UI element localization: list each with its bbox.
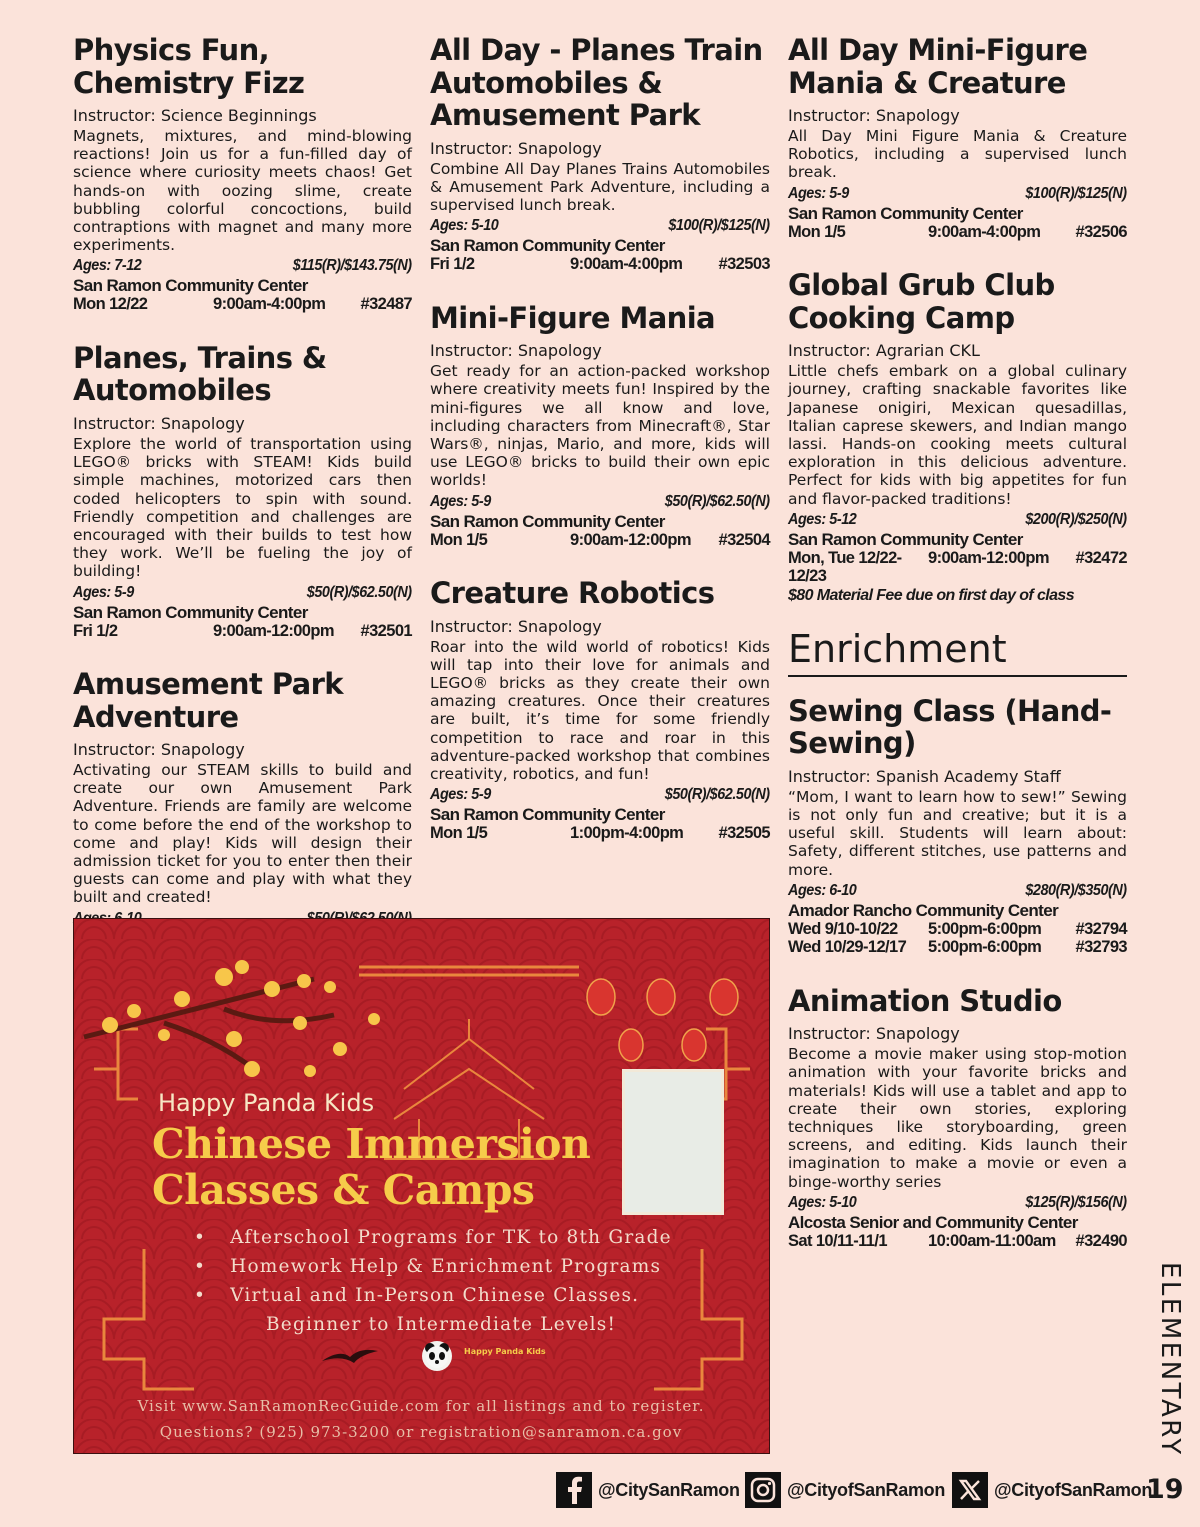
course-instructor: Instructor: Agrarian CKL (788, 341, 980, 361)
session-day: Fri 1/2 (73, 621, 118, 640)
course-instructor: Instructor: Snapology (430, 616, 602, 636)
course-ages-price (788, 1193, 1127, 1213)
course-location: San Ramon Community Center (73, 602, 308, 622)
course-instructor: Instructor: Snapology (788, 1024, 960, 1044)
course-instructor: Instructor: Science Beginnings (73, 106, 317, 125)
facebook-link[interactable] (556, 1472, 740, 1508)
ad-footer (96, 1393, 746, 1445)
course-price: $50(R)/$62.50(N) (664, 786, 770, 804)
advertisement-happy-panda-kids[interactable] (73, 918, 770, 1454)
kids-photo (622, 1069, 724, 1215)
course-session (430, 824, 770, 843)
course-listing (788, 269, 1127, 605)
course-instructor: Instructor: Spanish Academy Staff (788, 766, 1061, 786)
panda-logo-icon (422, 1341, 452, 1371)
ad-footer-contact[interactable]: Questions? (925) 973-3200 or registration@sanramon.ca.gov (159, 1423, 683, 1441)
course-ages-price (73, 256, 412, 276)
course-ages: Ages: 5-10 (788, 1193, 857, 1211)
session-day: Wed 9/10-10/22 (788, 919, 898, 938)
course-ages-price (430, 785, 770, 805)
course-session (430, 531, 770, 550)
course-location: San Ramon Community Center (430, 236, 665, 256)
session-code[interactable]: #32487 (360, 295, 412, 314)
ad-headline-line-2: Classes & Camps (152, 1166, 535, 1214)
session-day: Mon 1/5 (430, 824, 488, 843)
session-day: Mon 1/5 (788, 222, 846, 241)
course-listing (430, 302, 770, 549)
course-ages: Ages: 5-9 (430, 786, 491, 804)
ad-bullet: • Afterschool Programs for TK to 8th Grade (194, 1223, 672, 1252)
session-time: 5:00pm-6:00pm (928, 919, 1042, 938)
course-ages-price (788, 510, 1127, 530)
course-title: All Day Mini-Figure Mania & Creature (788, 33, 1088, 100)
course-description: All Day Mini Figure Mania & Creature Robotics, including a supervised lunch break. (788, 127, 1127, 182)
course-price: $280(R)/$350(N) (1025, 881, 1127, 899)
session-code[interactable]: #32501 (360, 621, 412, 640)
course-listing (788, 34, 1127, 241)
course-ages-price (430, 492, 770, 512)
course-listing (788, 695, 1127, 957)
session-code[interactable]: #32472 (1075, 548, 1127, 567)
ad-bullet: • Homework Help & Enrichment Programs (194, 1252, 672, 1281)
course-ages-price (73, 583, 412, 603)
instagram-handle: @CityofSanRamon (787, 1479, 946, 1500)
course-title: All Day - Planes Train Automobiles & Amusement Park (430, 33, 763, 132)
course-listing (788, 985, 1127, 1251)
course-session (788, 1232, 1127, 1251)
session-day: Fri 1/2 (430, 255, 475, 274)
x-handle: @CityofSanRamon (994, 1479, 1153, 1500)
course-title: Planes, Trains & Automobiles (73, 340, 327, 408)
course-location: Amador Rancho Community Center (788, 900, 1059, 920)
course-session (73, 295, 412, 314)
ad-headline (152, 1121, 632, 1213)
course-ages: Ages: 5-10 (430, 217, 499, 235)
session-time: 1:00pm-4:00pm (570, 824, 684, 843)
x-link[interactable] (952, 1472, 1152, 1508)
course-listing (430, 577, 770, 843)
course-ages: Ages: 5-9 (788, 184, 849, 202)
course-instructor: Instructor: Snapology (73, 740, 245, 760)
course-price: $115(R)/$143.75(N) (292, 257, 412, 275)
session-time: 9:00am-4:00pm (213, 295, 326, 314)
course-price: $125(R)/$156(N) (1025, 1193, 1127, 1211)
session-time: 9:00am-12:00pm (213, 621, 334, 640)
course-session (73, 622, 412, 641)
facebook-icon (556, 1472, 592, 1508)
course-ages-price (788, 184, 1127, 204)
course-ages: Ages: 5-9 (73, 583, 134, 601)
ad-bullet: • Virtual and In-Person Chinese Classes. (194, 1281, 672, 1310)
page-number: 19 (1146, 1474, 1184, 1505)
session-time: 10:00am-11:00am (928, 1231, 1056, 1250)
course-material-fee: $80 Material Fee due on first day of class (788, 586, 1075, 604)
course-title: Creature Robotics (430, 576, 715, 611)
section-title-enrichment: Enrichment (788, 627, 1127, 677)
course-price: $50(R)/$62.50(N) (306, 583, 412, 601)
ad-headline-line-1: Chinese Immersion (152, 1120, 591, 1168)
course-description: Roar into the wild world of robotics! Kids will tap into their love for animals and LEGO® bricks as they create their own amazing creatures. Once their creatures are built, it’s time for some friendly competition to race and roar in this adventure-packed workshop that combines creativity, robotics, and fun! (430, 637, 770, 783)
course-session (788, 920, 1127, 939)
course-price: $50(R)/$62.50(N) (664, 492, 770, 510)
instagram-icon (745, 1472, 781, 1508)
session-code[interactable]: #32503 (718, 255, 770, 274)
side-tab-label: ELEMENTARY (1155, 1262, 1185, 1457)
course-ages: Ages: 5-12 (788, 510, 857, 528)
course-title: Sewing Class (Hand-Sewing) (788, 693, 1112, 761)
course-listing (430, 34, 770, 274)
session-day: Wed 10/29-12/17 (788, 938, 907, 957)
ad-footer-website[interactable]: Visit www.SanRamonRecGuide.com for all listings and to register. (137, 1397, 705, 1415)
session-time: 9:00am-12:00pm (928, 548, 1049, 567)
session-code[interactable]: #32793 (1075, 938, 1127, 957)
ad-brand-name: Happy Panda Kids (158, 1089, 375, 1117)
session-time: 9:00am-12:00pm (570, 530, 691, 549)
course-title: Animation Studio (788, 983, 1062, 1018)
course-title: Physics Fun, Chemistry Fizz (73, 33, 305, 100)
course-price: $100(R)/$125(N) (1025, 184, 1127, 202)
course-description: Get ready for an action-packed workshop where creativity meets fun! Inspired by the mini-figures we all know and love, including characters from Minecraft®, Star Wars®, ninjas, Mario, and more, kids will use LEGO® bricks to build their own epic worlds! (430, 362, 770, 490)
course-instructor: Instructor: Snapology (430, 138, 602, 158)
course-instructor: Instructor: Snapology (73, 413, 245, 433)
course-description: Activating our STEAM skills to build and create our own Amusement Park Adventure. Friends are family are welcome to come before the end of the workshop to come and play! Kids will design their admission ticket for you to enter then their guests can come and play with what they built and created! (73, 761, 412, 907)
course-session (788, 938, 1127, 957)
course-ages: Ages: 6-10 (788, 881, 857, 899)
course-location: San Ramon Community Center (788, 529, 1023, 549)
course-ages: Ages: 7-12 (73, 257, 142, 275)
course-description: Become a movie maker using stop-motion animation with your favorite bricks and materials! Kids will use a tablet and app to create their own stories, exploring techniques like storyboarding, green screens, and editing. Kids launch their imagination to make a movie or even a binge-worthy series (788, 1045, 1127, 1191)
ad-bullet-continuation: Beginner to Intermediate Levels! (266, 1314, 617, 1335)
course-listing (73, 342, 412, 640)
session-day: Sat 10/11-11/1 (788, 1231, 887, 1250)
course-description: Explore the world of transportation using LEGO® bricks with STEAM! Kids build simple machines, motorized cars then coded helicopters to spin with sound. Friendly competition and challenges are encouraged with their builds to test how they work. We’ll be fueling the joy of building! (73, 434, 412, 581)
session-code[interactable]: #32505 (718, 824, 770, 843)
course-location: San Ramon Community Center (430, 805, 665, 825)
instagram-link[interactable] (745, 1472, 945, 1508)
course-location: San Ramon Community Center (73, 276, 308, 296)
session-code[interactable]: #32490 (1075, 1231, 1127, 1250)
session-day: Mon 12/22 (73, 295, 148, 314)
session-time: 9:00am-4:00pm (928, 222, 1041, 241)
course-instructor: Instructor: Snapology (788, 106, 960, 125)
course-instructor: Instructor: Snapology (430, 341, 602, 361)
course-description: Little chefs embark on a global culinary journey, crafting snackable favorites like Japanese onigiri, Mexican quesadillas, Italian caprese skewers, and Indian mango lassi. Hands-on cooking meets cultural exploration in this delicious adventure. Perfect for kids with big appetites for fun and flavor-packed traditions! (788, 362, 1127, 508)
session-time: 5:00pm-6:00pm (928, 938, 1042, 957)
side-tab (1145, 1262, 1185, 1457)
column-right (788, 34, 1127, 1278)
session-code[interactable]: #32794 (1075, 919, 1127, 938)
course-price: $100(R)/$125(N) (668, 217, 770, 235)
session-code[interactable]: #32504 (718, 530, 770, 549)
course-location: Alcosta Senior and Community Center (788, 1212, 1078, 1232)
session-day: Mon 1/5 (430, 530, 488, 549)
x-icon (952, 1472, 988, 1508)
course-ages: Ages: 5-9 (430, 492, 491, 510)
course-location: San Ramon Community Center (788, 203, 1023, 223)
course-price: $200(R)/$250(N) (1025, 510, 1127, 528)
bird-logo-icon (320, 1345, 380, 1367)
session-day: Mon, Tue 12/22-12/23 (788, 548, 902, 586)
course-ages-price (788, 881, 1127, 901)
course-location: San Ramon Community Center (430, 511, 665, 531)
session-code[interactable]: #32506 (1075, 222, 1127, 241)
course-description: Combine All Day Planes Trains Automobiles & Amusement Park Adventure, including a supervised lunch break. (430, 159, 770, 214)
column-left (73, 34, 412, 994)
facebook-handle: @CitySanRamon (598, 1479, 740, 1500)
course-title: Mini-Figure Mania (430, 300, 716, 335)
course-description: “Mom, I want to learn how to sew!” Sewing is not only fun and creative; but it is a useful skill. Students will learn about: Safety, different stitches, use patterns and more. (788, 787, 1127, 879)
session-time: 9:00am-4:00pm (570, 255, 683, 274)
course-listing (73, 34, 412, 314)
course-session (788, 223, 1127, 242)
course-title: Global Grub Club Cooking Camp (788, 268, 1055, 335)
column-middle (430, 34, 770, 871)
course-session (788, 549, 1127, 586)
course-ages-price (430, 216, 770, 236)
course-session (430, 255, 770, 274)
ad-logo-text: Happy Panda Kids (464, 1347, 546, 1356)
course-description: Magnets, mixtures, and mind-blowing reactions! Join us for a fun-filled day of science where curiosity meets chaos! Get hands-on with oozing slime, create bubbling colorful concoctions, build contraptions with magnet and many more experiments. (73, 127, 412, 255)
ad-bullet-list (194, 1223, 672, 1339)
course-title: Amusement Park Adventure (73, 667, 343, 734)
